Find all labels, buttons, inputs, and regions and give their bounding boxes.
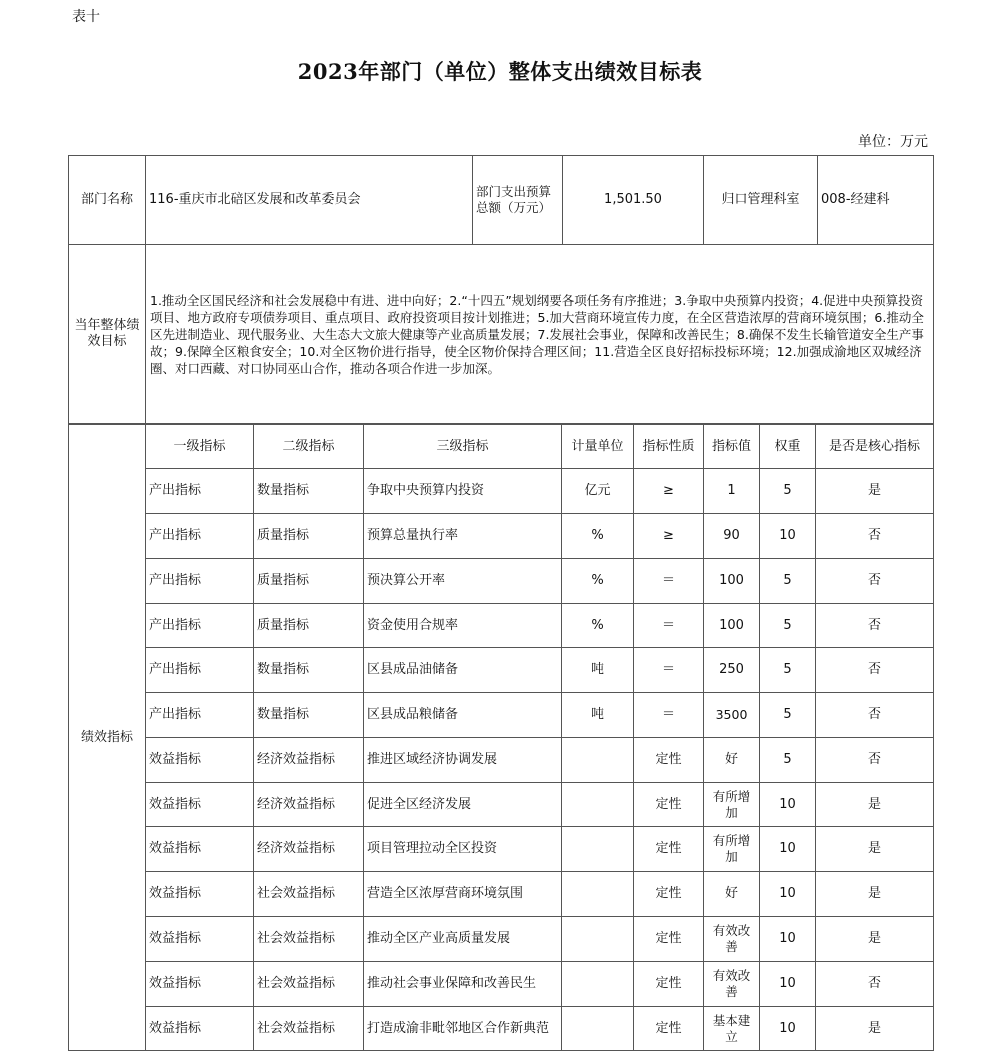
cell-core: 是 <box>816 1007 934 1051</box>
cell-unit <box>562 872 634 917</box>
cell-weight: 10 <box>760 872 816 917</box>
cell-value: 100 <box>704 604 760 648</box>
cell-unit: 吨 <box>562 693 634 738</box>
header-weight: 权重 <box>760 425 816 469</box>
cell-level3: 推动全区产业高质量发展 <box>364 917 562 962</box>
cell-unit <box>562 738 634 783</box>
cell-nature: ＝ <box>634 604 704 648</box>
page-title: 2023年部门（单位）整体支出绩效目标表 <box>297 59 703 84</box>
cell-unit: % <box>562 559 634 604</box>
cell-nature: ≥ <box>634 514 704 559</box>
cell-value: 有效改善 <box>704 917 760 962</box>
cell-weight: 10 <box>760 827 816 872</box>
table-row <box>69 917 934 962</box>
cell-nature: ＝ <box>634 693 704 738</box>
cell-level2: 数量指标 <box>254 693 364 738</box>
cell-unit <box>562 917 634 962</box>
office-value: 008-经建科 <box>818 156 934 245</box>
header-value: 指标值 <box>704 425 760 469</box>
goal-text: 1.推动全区国民经济和社会发展稳中有进、进中向好；2.“十四五”规划纲要各项任务有序推进；3.争取中央预算内投资；4.促进中央预算投资项目、地方政府专项债券项目、重点项目、政府投资项目按计划推进；5.加大营商环境宣传力度，在全区营造浓厚的营商环境氛围；6.推动全区先进制造业、现代服务业、大生态大文旅大健康等产业高质量发展；7.发展社会事业，保障和改善民生；8.确保不发生长输管道安全生产事故；9.保障全区粮食安全；10.对全区物价进行指导，使全区物价保持合理区间；11.营造全区良好招标投标环境；12.加强成渝地区双城经济圈、对口西藏、对口协同巫山合作，推动各项合作进一步加深。 <box>146 245 934 424</box>
cell-level3: 争取中央预算内投资 <box>364 469 562 514</box>
header-level3: 三级指标 <box>364 425 562 469</box>
cell-core: 否 <box>816 648 934 693</box>
table-row <box>69 827 934 872</box>
table-row <box>69 1007 934 1051</box>
cell-level2: 质量指标 <box>254 604 364 648</box>
cell-value: 好 <box>704 738 760 783</box>
cell-weight: 10 <box>760 917 816 962</box>
cell-level3: 区县成品粮储备 <box>364 693 562 738</box>
cell-level1: 效益指标 <box>146 872 254 917</box>
dept-name-label: 部门名称 <box>69 156 146 245</box>
cell-core: 是 <box>816 917 934 962</box>
budget-value: 1,501.50 <box>563 156 704 245</box>
cell-core: 否 <box>816 738 934 783</box>
cell-level1: 效益指标 <box>146 962 254 1007</box>
cell-level3: 打造成渝非毗邻地区合作新典范 <box>364 1007 562 1051</box>
table-row <box>69 514 934 559</box>
cell-level1: 产出指标 <box>146 559 254 604</box>
cell-core: 否 <box>816 693 934 738</box>
unit-label: 单位：万元 <box>858 134 928 150</box>
cell-level1: 产出指标 <box>146 693 254 738</box>
budget-label: 部门支出预算总额（万元） <box>473 156 563 245</box>
table-row <box>69 783 934 827</box>
cell-weight: 10 <box>760 514 816 559</box>
info-table <box>68 155 934 424</box>
cell-value: 有效改善 <box>704 962 760 1007</box>
section-label: 绩效指标 <box>69 425 146 1051</box>
cell-nature: 定性 <box>634 962 704 1007</box>
header-unit: 计量单位 <box>562 425 634 469</box>
cell-weight: 5 <box>760 559 816 604</box>
cell-level3: 资金使用合规率 <box>364 604 562 648</box>
office-label: 归口管理科室 <box>704 156 818 245</box>
table-number: 表十 <box>72 9 100 25</box>
cell-nature: 定性 <box>634 738 704 783</box>
cell-weight: 5 <box>760 604 816 648</box>
cell-level1: 效益指标 <box>146 917 254 962</box>
cell-weight: 10 <box>760 783 816 827</box>
table-row <box>69 648 934 693</box>
header-nature: 指标性质 <box>634 425 704 469</box>
indicators-header-row <box>69 425 934 469</box>
cell-level3: 推动社会事业保障和改善民生 <box>364 962 562 1007</box>
cell-level1: 产出指标 <box>146 514 254 559</box>
cell-weight: 5 <box>760 648 816 693</box>
cell-level2: 社会效益指标 <box>254 962 364 1007</box>
cell-weight: 10 <box>760 1007 816 1051</box>
cell-level3: 区县成品油储备 <box>364 648 562 693</box>
cell-value: 3500 <box>704 693 760 738</box>
table-row <box>69 559 934 604</box>
cell-unit: % <box>562 604 634 648</box>
cell-level1: 效益指标 <box>146 783 254 827</box>
table-row <box>69 738 934 783</box>
cell-level2: 数量指标 <box>254 469 364 514</box>
cell-core: 是 <box>816 872 934 917</box>
cell-value: 好 <box>704 872 760 917</box>
cell-nature: 定性 <box>634 783 704 827</box>
cell-core: 是 <box>816 469 934 514</box>
cell-unit <box>562 962 634 1007</box>
cell-level2: 经济效益指标 <box>254 827 364 872</box>
indicators-table <box>68 424 934 1051</box>
cell-value: 有所增加 <box>704 827 760 872</box>
cell-value: 有所增加 <box>704 783 760 827</box>
cell-level2: 经济效益指标 <box>254 783 364 827</box>
cell-nature: ＝ <box>634 648 704 693</box>
cell-unit: % <box>562 514 634 559</box>
cell-nature: 定性 <box>634 917 704 962</box>
cell-level3: 营造全区浓厚营商环境氛围 <box>364 872 562 917</box>
cell-level3: 推进区域经济协调发展 <box>364 738 562 783</box>
cell-unit <box>562 827 634 872</box>
cell-level1: 效益指标 <box>146 1007 254 1051</box>
cell-weight: 10 <box>760 962 816 1007</box>
cell-core: 否 <box>816 559 934 604</box>
cell-level1: 产出指标 <box>146 604 254 648</box>
table-row <box>69 872 934 917</box>
cell-level2: 社会效益指标 <box>254 1007 364 1051</box>
cell-value: 1 <box>704 469 760 514</box>
cell-nature: ＝ <box>634 559 704 604</box>
cell-core: 否 <box>816 514 934 559</box>
cell-level1: 效益指标 <box>146 827 254 872</box>
indicators-body <box>69 425 934 1051</box>
table-row <box>69 693 934 738</box>
cell-nature: 定性 <box>634 872 704 917</box>
cell-value: 100 <box>704 559 760 604</box>
cell-unit <box>562 1007 634 1051</box>
header-core: 是否是核心指标 <box>816 425 934 469</box>
goal-label: 当年整体绩效目标 <box>69 245 146 424</box>
cell-unit <box>562 783 634 827</box>
table-row <box>69 962 934 1007</box>
dept-name-value: 116-重庆市北碚区发展和改革委员会 <box>146 156 473 245</box>
cell-level2: 经济效益指标 <box>254 738 364 783</box>
cell-core: 是 <box>816 783 934 827</box>
cell-core: 否 <box>816 962 934 1007</box>
cell-level3: 预决算公开率 <box>364 559 562 604</box>
cell-core: 是 <box>816 827 934 872</box>
cell-level1: 产出指标 <box>146 469 254 514</box>
cell-weight: 5 <box>760 693 816 738</box>
cell-level3: 促进全区经济发展 <box>364 783 562 827</box>
cell-nature: ≥ <box>634 469 704 514</box>
cell-level2: 质量指标 <box>254 559 364 604</box>
cell-unit: 亿元 <box>562 469 634 514</box>
cell-weight: 5 <box>760 738 816 783</box>
cell-level2: 质量指标 <box>254 514 364 559</box>
table-row <box>69 604 934 648</box>
header-level2: 二级指标 <box>254 425 364 469</box>
table-row <box>69 469 934 514</box>
cell-unit: 吨 <box>562 648 634 693</box>
cell-level1: 产出指标 <box>146 648 254 693</box>
cell-core: 否 <box>816 604 934 648</box>
cell-value: 基本建立 <box>704 1007 760 1051</box>
cell-level2: 社会效益指标 <box>254 917 364 962</box>
cell-level2: 数量指标 <box>254 648 364 693</box>
cell-level2: 社会效益指标 <box>254 872 364 917</box>
cell-nature: 定性 <box>634 1007 704 1051</box>
cell-value: 90 <box>704 514 760 559</box>
cell-level1: 效益指标 <box>146 738 254 783</box>
cell-level3: 项目管理拉动全区投资 <box>364 827 562 872</box>
cell-weight: 5 <box>760 469 816 514</box>
cell-nature: 定性 <box>634 827 704 872</box>
header-level1: 一级指标 <box>146 425 254 469</box>
cell-value: 250 <box>704 648 760 693</box>
cell-level3: 预算总量执行率 <box>364 514 562 559</box>
